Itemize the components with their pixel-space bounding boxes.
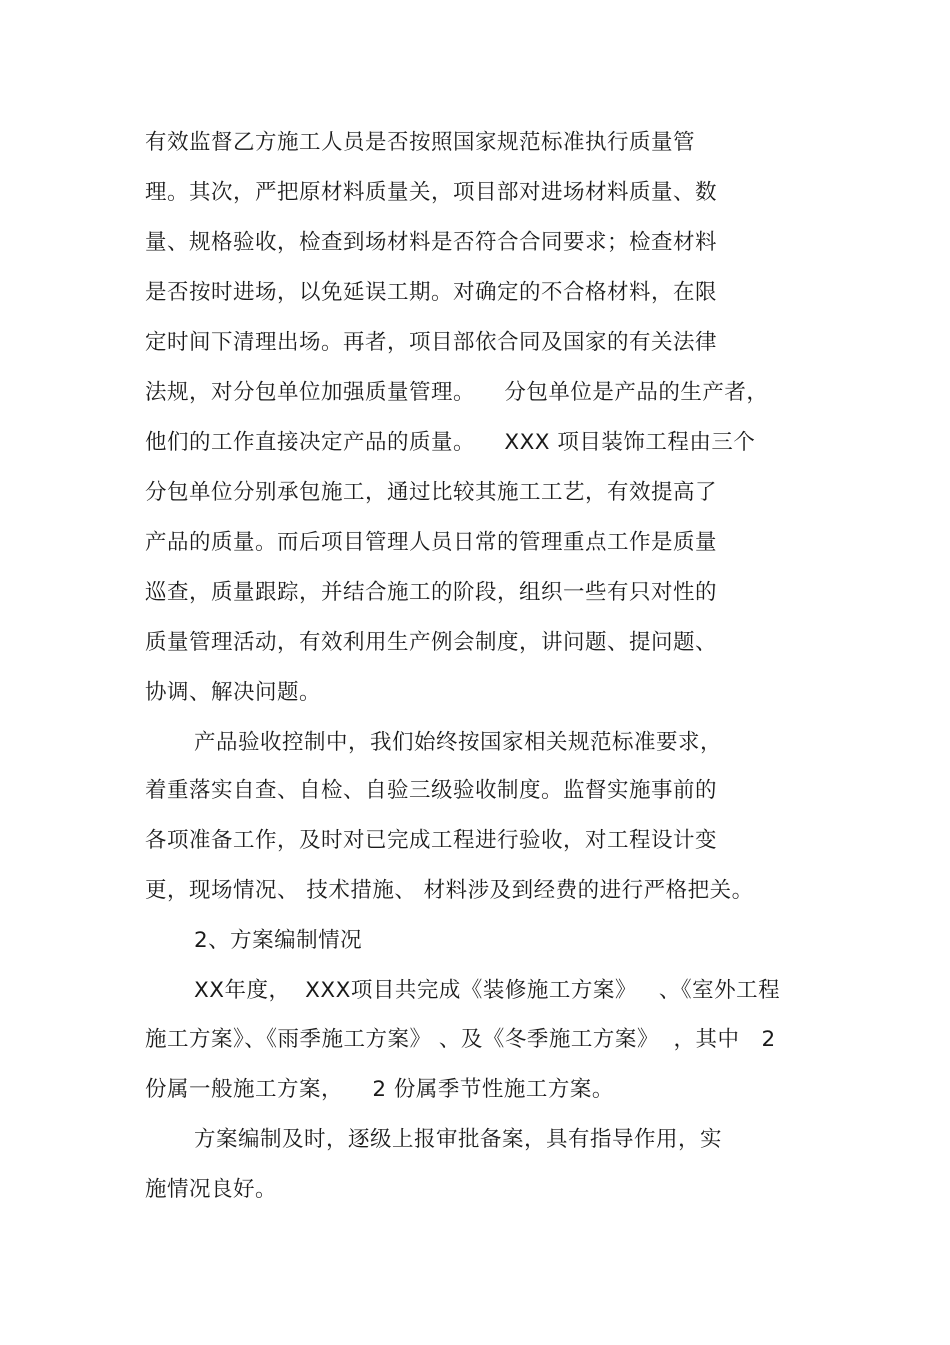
text-line-4: 是否按时进场，以免延误工期。对确定的不合格材料，在限	[145, 280, 718, 305]
text-line-6: 法规，对分包单位加强质量管理。 分包单位是产品的生产者，	[145, 380, 769, 405]
text-line-19: 施工方案》、《雨季施工方案》 、及《冬季施工方案》 ，其中 2	[145, 1027, 776, 1052]
text-line-22: 施情况良好。	[145, 1177, 278, 1202]
text-line-12: 协调、解决问题。	[145, 680, 322, 705]
text-line-14: 着重落实自查、自检、自验三级验收制度。监督实施事前的	[145, 778, 718, 803]
text-line-7: 他们的工作直接决定产品的质量。 XXX 项目装饰工程由三个	[145, 430, 756, 455]
text-line-3: 量、规格验收，检查到场材料是否符合合同要求；检查材料	[145, 230, 718, 255]
text-line-8: 分包单位分别承包施工，通过比较其施工工艺，有效提高了	[145, 480, 718, 505]
text-line-5: 定时间下清理出场。再者，项目部依合同及国家的有关法律	[145, 330, 718, 355]
text-line-11: 质量管理活动，有效利用生产例会制度，讲问题、提问题、	[145, 630, 718, 655]
text-line-2: 理。其次，严把原材料质量关，项目部对进场材料质量、数	[145, 180, 718, 205]
text-line-18: XX年度， XXX项目共完成《装修施工方案》 、《室外工程	[194, 978, 781, 1003]
text-line-21: 方案编制及时，逐级上报审批备案，具有指导作用，实	[194, 1127, 723, 1152]
text-line-10: 巡查，质量跟踪，并结合施工的阶段，组织一些有只对性的	[145, 580, 718, 605]
text-line-1: 有效监督乙方施工人员是否按照国家规范标准执行质量管	[145, 130, 696, 155]
text-line-20: 份属一般施工方案， 2 份属季节性施工方案。	[145, 1077, 614, 1102]
text-line-13: 产品验收控制中，我们始终按国家相关规范标准要求，	[194, 730, 723, 755]
text-line-15: 各项准备工作，及时对已完成工程进行验收，对工程设计变	[145, 828, 718, 853]
text-line-16: 更，现场情况、 技术措施、 材料涉及到经费的进行严格把关。	[145, 878, 754, 903]
section-heading: 2、方案编制情况	[194, 928, 363, 953]
text-line-9: 产品的质量。而后项目管理人员日常的管理重点工作是质量	[145, 530, 718, 555]
